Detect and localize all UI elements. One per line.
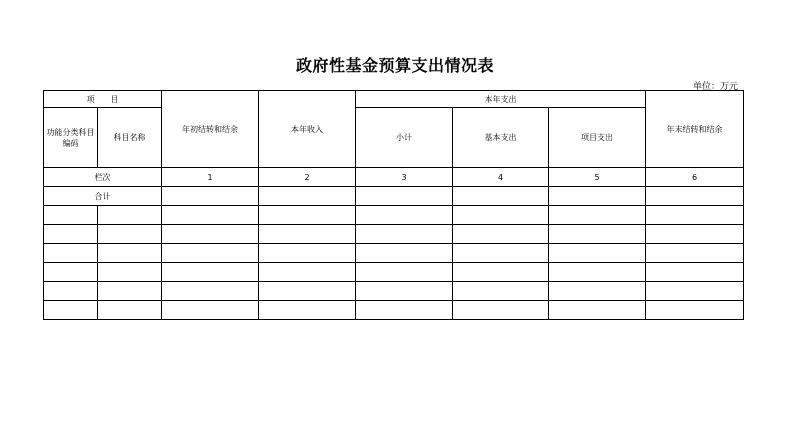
index-col-2: 2 [259,168,356,187]
table-cell[interactable] [356,282,453,301]
table-cell[interactable] [356,187,453,206]
table-row [44,263,744,282]
table-cell[interactable] [356,225,453,244]
table-cell[interactable] [162,301,259,320]
table-cell[interactable] [98,263,162,282]
table-cell[interactable] [259,225,356,244]
table-cell[interactable] [646,263,744,282]
table-cell[interactable] [162,187,259,206]
table-cell[interactable] [44,282,98,301]
table-cell[interactable] [162,225,259,244]
table-cell[interactable] [44,206,98,225]
table-cell[interactable] [44,301,98,320]
table-cell[interactable] [162,263,259,282]
table-cell[interactable] [646,301,744,320]
header-subject-name: 科目名称 [98,108,162,168]
index-col-4: 4 [453,168,549,187]
page-title: 政府性基金预算支出情况表 [295,56,494,75]
table-cell[interactable] [98,301,162,320]
table-cell[interactable] [44,263,98,282]
table-cell[interactable] [259,263,356,282]
table-cell[interactable] [259,244,356,263]
index-col-3: 3 [356,168,453,187]
table-cell[interactable] [646,244,744,263]
table-row [44,282,744,301]
table-cell[interactable] [98,244,162,263]
table-cell[interactable] [453,301,549,320]
header-end-balance: 年末结转和结余 [646,91,744,168]
table-cell[interactable] [646,225,744,244]
table-cell[interactable] [646,187,744,206]
table-cell[interactable] [549,282,646,301]
table-cell[interactable] [356,206,453,225]
table-cell[interactable] [453,206,549,225]
table-cell[interactable] [549,187,646,206]
table-row [44,206,744,225]
table-cell[interactable] [356,244,453,263]
table-cell[interactable] [259,206,356,225]
table-row [44,301,744,320]
header-row-2 [44,108,744,168]
table-row [44,244,744,263]
table-cell[interactable] [549,263,646,282]
table-cell[interactable] [549,225,646,244]
header-func-code: 功能分类科目编码 [44,108,98,168]
header-expenditure: 本年支出 [356,91,646,108]
header-row-1 [44,91,744,108]
header-subtotal: 小计 [356,108,453,168]
table-cell[interactable] [646,206,744,225]
index-col-6: 6 [646,168,744,187]
index-col-5: 5 [549,168,646,187]
table-cell[interactable] [453,187,549,206]
table-cell[interactable] [259,187,356,206]
total-label: 合计 [44,187,162,206]
table-cell[interactable] [162,282,259,301]
header-project-expenditure: 项目支出 [549,108,646,168]
table-cell[interactable] [259,282,356,301]
budget-table [43,90,744,320]
index-col-1: 1 [162,168,259,187]
header-project: 项 目 [44,91,162,108]
table-cell[interactable] [549,301,646,320]
header-income: 本年收入 [259,91,356,168]
table-cell[interactable] [162,206,259,225]
table-cell[interactable] [98,225,162,244]
header-begin-balance: 年初结转和结余 [162,91,259,168]
total-row [44,187,744,206]
table-cell[interactable] [453,244,549,263]
table-cell[interactable] [453,263,549,282]
table-cell[interactable] [453,225,549,244]
table-cell[interactable] [453,282,549,301]
table-cell[interactable] [356,301,453,320]
table-cell[interactable] [162,244,259,263]
table-cell[interactable] [44,225,98,244]
table-cell[interactable] [259,301,356,320]
index-row [44,168,744,187]
table-cell[interactable] [98,206,162,225]
table-cell[interactable] [44,244,98,263]
unit-label: 单位：万元 [692,82,738,92]
table-cell[interactable] [98,282,162,301]
table-cell[interactable] [646,282,744,301]
index-label: 栏次 [44,168,162,187]
table-cell[interactable] [549,206,646,225]
header-basic-expenditure: 基本支出 [453,108,549,168]
table-row [44,225,744,244]
table-cell[interactable] [549,244,646,263]
table-cell[interactable] [356,263,453,282]
